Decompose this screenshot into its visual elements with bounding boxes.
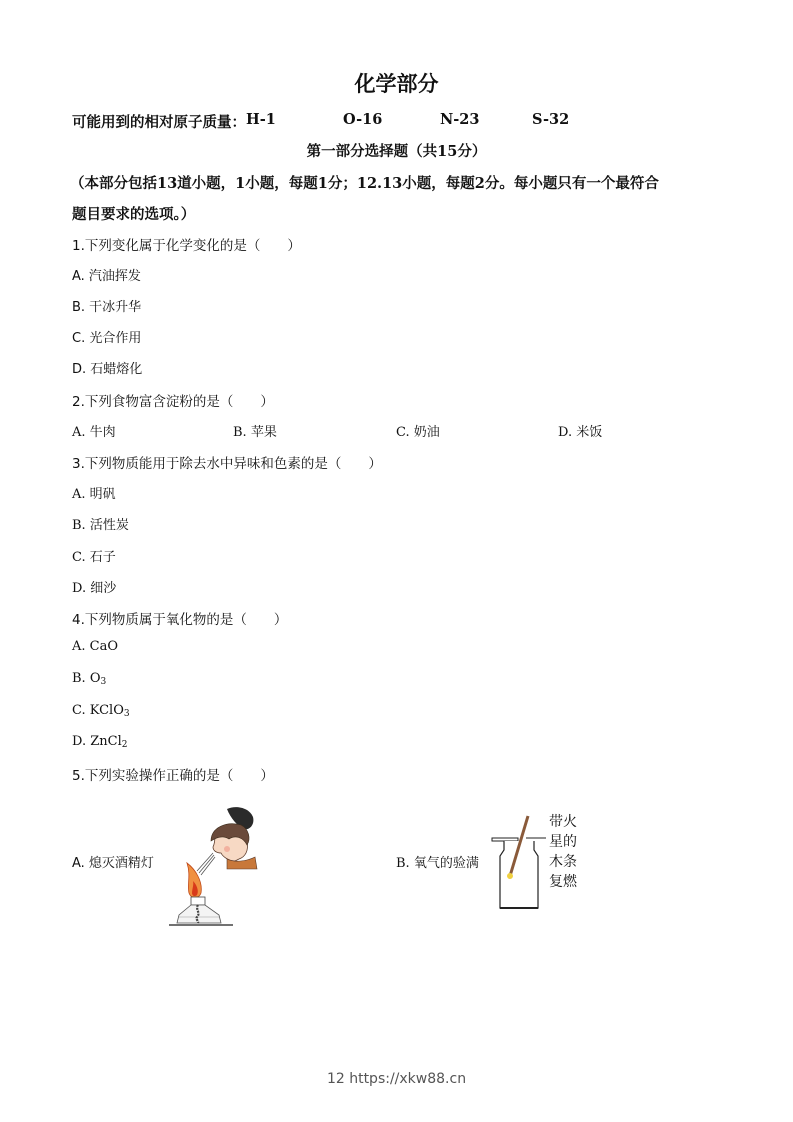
question-5-option-a: A. 熄灭酒精灯: [72, 856, 154, 871]
question-5-option-b: B. 氧气的验满: [396, 856, 479, 871]
question-1-option-c: C. 光合作用: [72, 331, 142, 346]
formula-subscript: 3: [100, 677, 107, 687]
question-2-option-b: B. 苹果: [233, 425, 277, 440]
gas-bottle-figure: [490, 810, 550, 912]
question-4-option-d: [72, 734, 127, 750]
question-4-stem: 4.下列物质属于氧化物的是（ ）: [72, 612, 288, 628]
atomic-mass-o: O-16: [343, 111, 383, 128]
question-2-option-d: D. 米饭: [558, 425, 603, 440]
question-3-option-b: B. 活性炭: [72, 518, 129, 533]
question-3-option-a: A. 明矾: [72, 487, 116, 502]
question-1-option-b: B. 干冰升华: [72, 300, 142, 315]
page-title: 化学部分: [354, 71, 439, 96]
question-4-option-c: [72, 703, 130, 719]
formula: O: [89, 671, 101, 686]
atomic-mass-label: 可能用到的相对原子质量：: [72, 114, 246, 131]
section-note-line1: （本部分包括13道小题，1小题，每题1分；12.13小题，每题2分。每小题只有一个最符合: [70, 175, 659, 192]
page-footer: 12 https://xkw88.cn: [326, 1071, 467, 1087]
section-note-line2: 题目要求的选项。）: [72, 206, 196, 223]
caption-line: 星的: [549, 834, 577, 850]
question-1-option-a: A. 汽油挥发: [72, 269, 141, 284]
option-prefix: A.: [72, 639, 90, 654]
atomic-mass-s: S-32: [532, 111, 570, 128]
question-2-stem: 2.下列食物富含淀粉的是（ ）: [72, 394, 274, 410]
caption-line: 复燃: [549, 874, 577, 890]
question-3-option-d: D. 细沙: [72, 581, 117, 596]
caption-line: 木条: [549, 854, 577, 870]
question-1-option-d: D. 石蜡熔化: [72, 362, 143, 377]
question-3-stem: 3.下列物质能用于除去水中异味和色素的是（ ）: [72, 456, 382, 472]
formula: CaO: [89, 639, 119, 654]
question-4-option-b: [72, 671, 106, 687]
section-heading: 第一部分选择题（共15分）: [306, 143, 487, 160]
option-prefix: C.: [72, 703, 90, 718]
option-prefix: B.: [72, 671, 90, 686]
question-2-option-a: A. 牛肉: [72, 425, 116, 440]
question-4-option-a: [72, 639, 118, 654]
question-2-option-c: C. 奶油: [396, 425, 440, 440]
question-3-option-c: C. 石子: [72, 550, 116, 565]
atomic-mass-n: N-23: [440, 111, 480, 128]
formula: ZnCl: [90, 734, 122, 749]
formula: KClO: [89, 703, 124, 718]
atomic-mass-h: H-1: [246, 111, 276, 128]
option-prefix: D.: [72, 734, 91, 749]
question-1-stem: 1.下列变化属于化学变化的是（ ）: [72, 238, 301, 254]
figure-b-caption: [549, 812, 577, 892]
formula-subscript: 3: [123, 709, 130, 719]
question-5-stem: 5.下列实验操作正确的是（ ）: [72, 768, 274, 784]
formula-subscript: 2: [121, 740, 128, 750]
person-blowing-lamp-figure: [165, 805, 265, 930]
caption-line: 带火: [549, 814, 577, 830]
